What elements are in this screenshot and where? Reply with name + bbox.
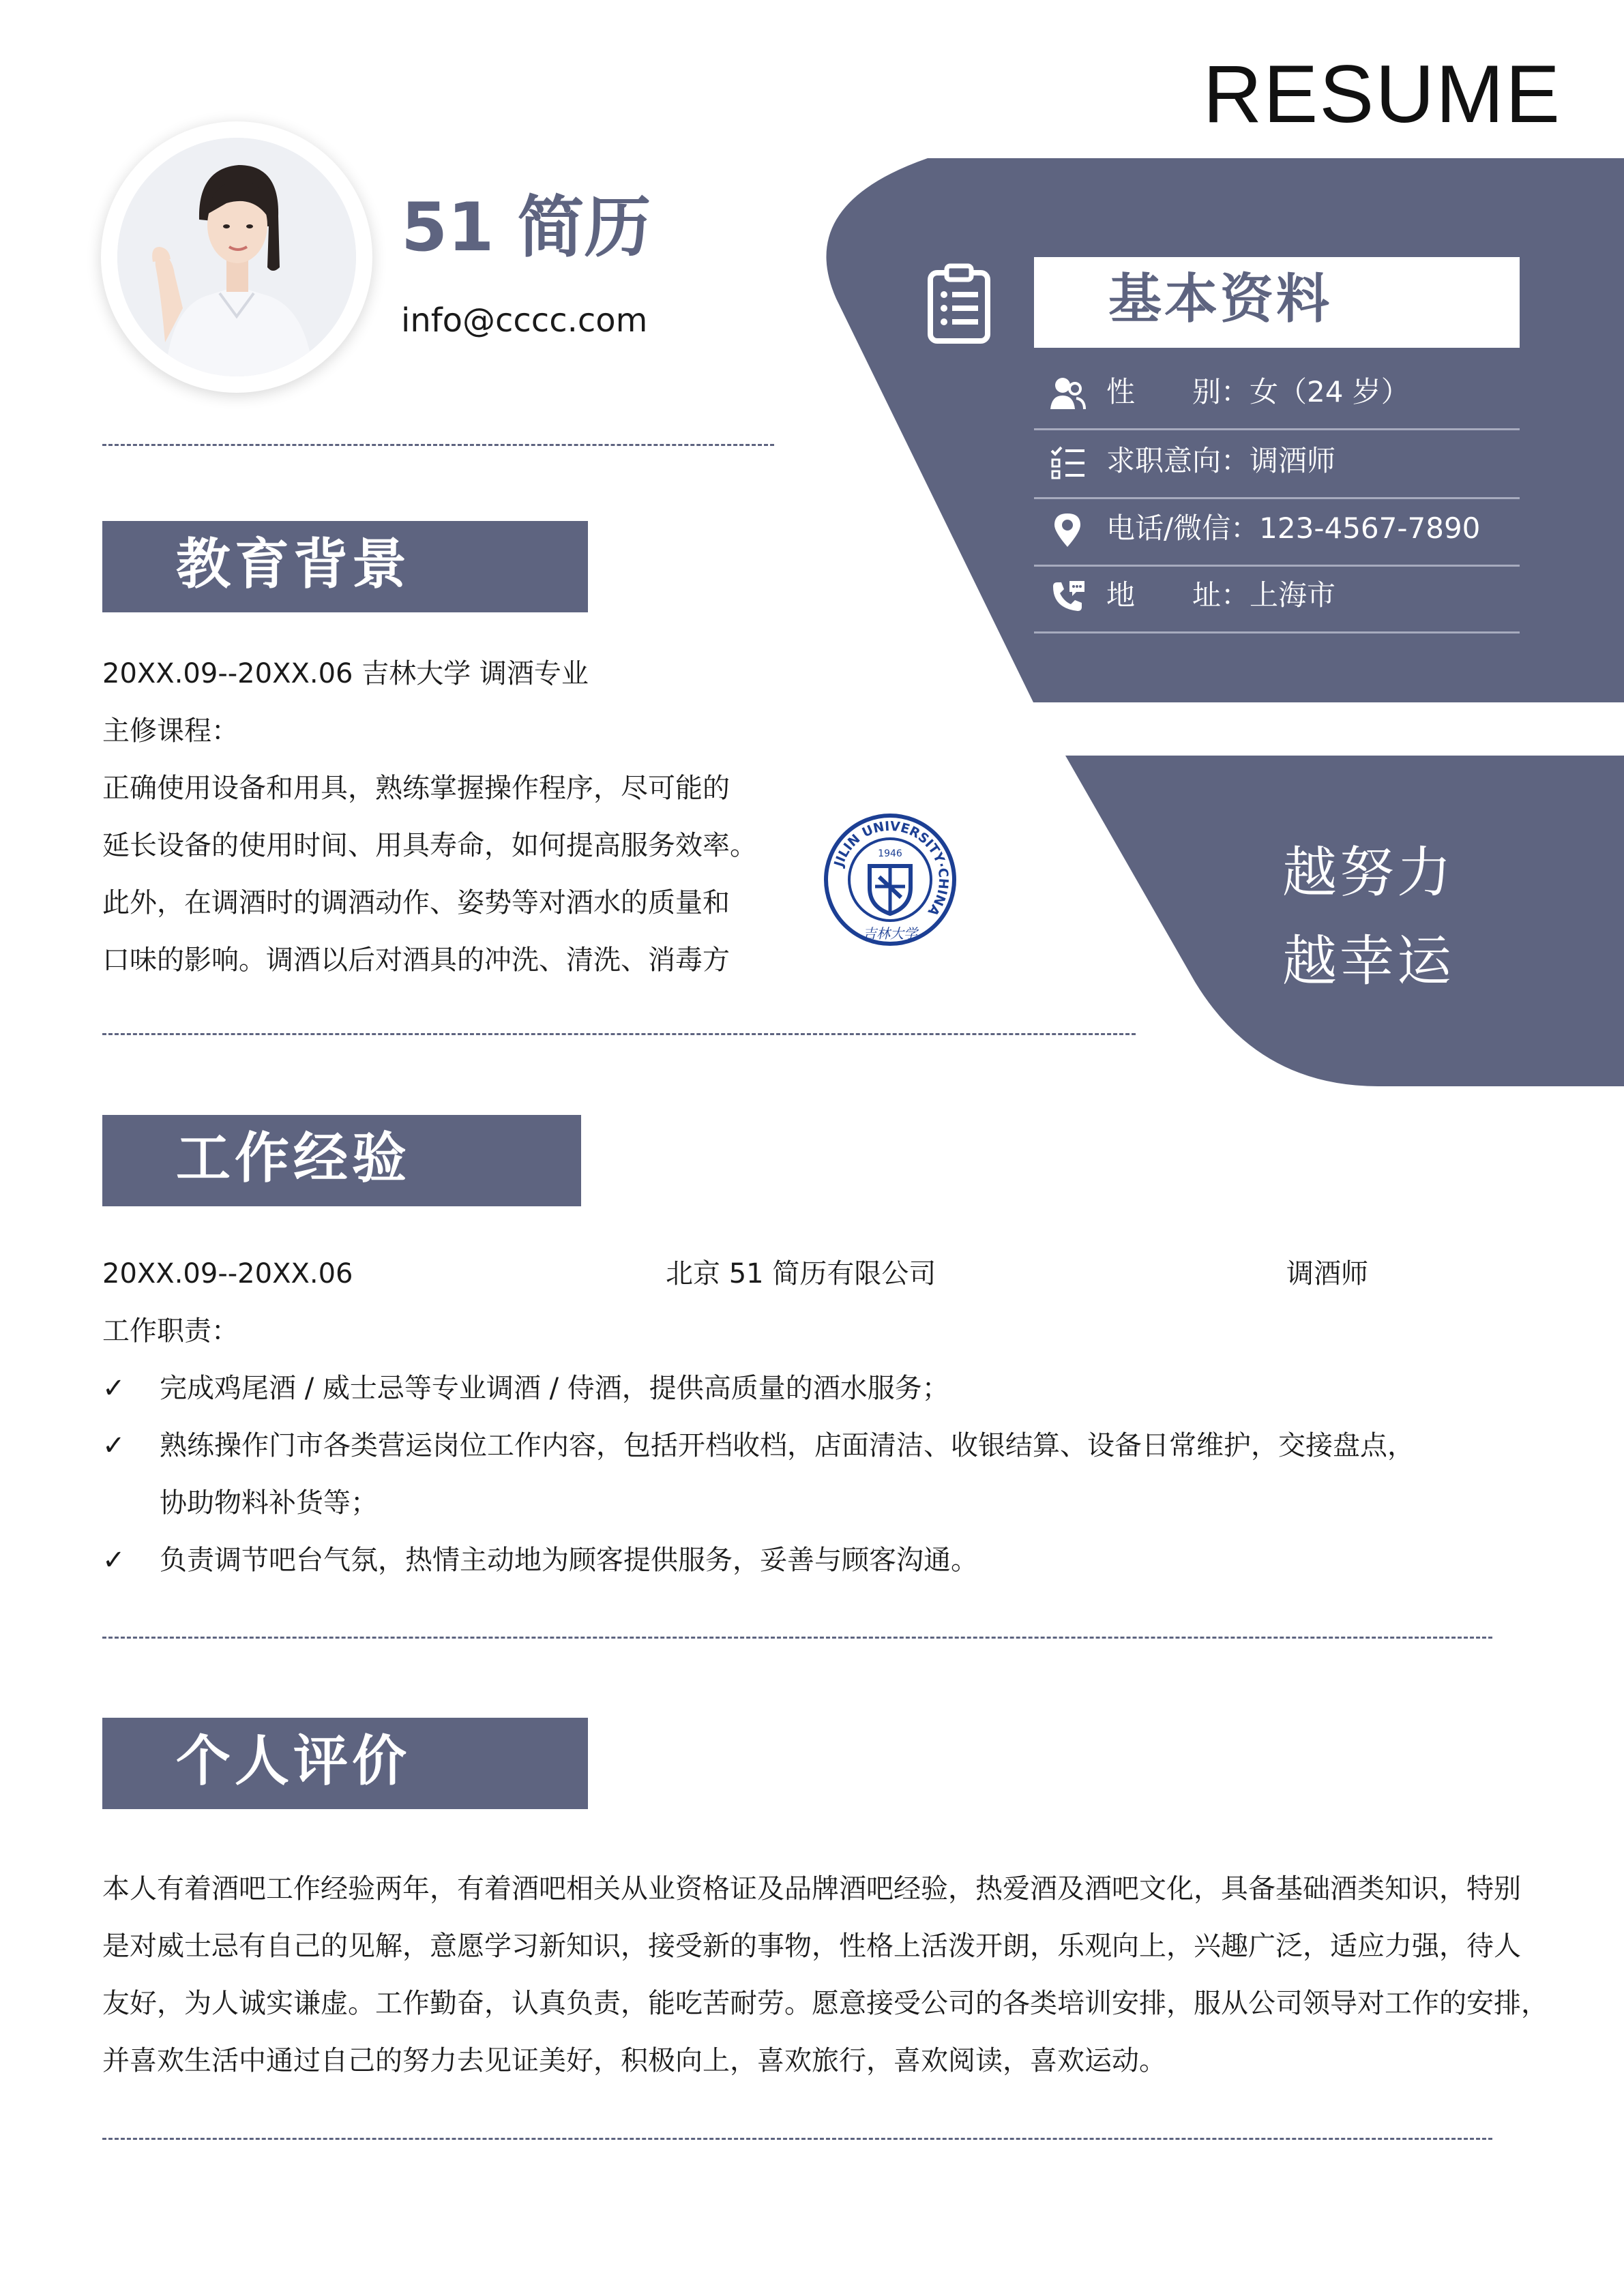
info-gender-label: 性 别：女（24 岁） — [1106, 375, 1410, 408]
education-course-line-3: 此外，在调酒时的调酒动作、姿势等对酒水的质量和 — [102, 887, 730, 919]
education-title: 教育背景 — [176, 533, 411, 596]
check-icon: ✓ — [102, 1545, 126, 1576]
university-logo — [822, 811, 958, 948]
info-row-address — [1034, 565, 1520, 633]
logo-script: 吉林大学 — [863, 925, 917, 942]
phone-chat-icon — [1049, 578, 1086, 615]
resume-heading: RESUME — [1202, 48, 1561, 140]
work-period: 20XX.09--20XX.06 — [102, 1258, 353, 1289]
work-header — [102, 1115, 581, 1206]
self-eval-line-1: 本人有着酒吧工作经验两年，有着酒吧相关从业资格证及品牌酒吧经验，热爱酒及酒吧文化，具备基础酒类知识，特别 — [102, 1873, 1521, 1905]
email-address[interactable]: info@cccc.com — [401, 301, 648, 340]
education-courses-label: 主修课程： — [102, 715, 239, 747]
self-eval-line-4: 并喜欢生活中通过自己的努力去见证美好，积极向上，喜欢旅行，喜欢阅读，喜欢运动。 — [102, 2045, 1166, 2076]
person-icon — [1049, 375, 1086, 412]
self-eval-line-3: 友好，为人诚实谦虚。工作勤奋，认真负责，能吃苦耐劳。愿意接受公司的各类培训安排，服从公司领导对工作的安排， — [102, 1988, 1548, 2019]
divider-work — [102, 1637, 1492, 1639]
education-course-line-2: 延长设备的使用时间、用具寿命，如何提高服务效率。 — [102, 830, 757, 861]
work-duty-2: 熟练操作门市各类营运岗位工作内容，包括开档收档，店面清洁、收银结算、设备日常维护，交接盘点， — [160, 1430, 1415, 1461]
work-position: 调酒师 — [1286, 1258, 1368, 1289]
education-course-line-4: 口味的影响。调酒以后对酒具的冲洗、清洗、消毒方 — [102, 944, 730, 976]
info-address-label: 地 址：上海市 — [1106, 578, 1336, 612]
education-summary: 20XX.09--20XX.06 吉林大学 调酒专业 — [102, 658, 589, 689]
check-icon: ✓ — [102, 1430, 126, 1461]
info-row-intent — [1034, 430, 1520, 499]
motto-line-1: 越努力 — [1282, 841, 1454, 904]
clipboard-icon — [925, 263, 993, 344]
basic-info-title: 基本资料 — [1108, 269, 1333, 330]
self-eval-title: 个人评价 — [176, 1729, 411, 1793]
divider-education — [102, 1033, 1136, 1035]
divider-footer — [102, 2138, 1492, 2140]
info-intent-label: 求职意向：调酒师 — [1106, 444, 1336, 477]
candidate-name: 51 简历 — [401, 189, 651, 267]
info-row-phone — [1034, 498, 1520, 567]
work-duty-2-cont: 协助物料补货等； — [160, 1487, 378, 1519]
location-pin-icon — [1049, 511, 1086, 548]
work-duty-3: 负责调节吧台气氛，热情主动地为顾客提供服务，妥善与顾客沟通。 — [160, 1545, 978, 1576]
self-eval-header — [102, 1718, 588, 1809]
divider-header — [102, 444, 774, 446]
logo-year: 1946 — [878, 848, 902, 859]
work-company: 北京 51 简历有限公司 — [666, 1258, 936, 1289]
work-duties-label: 工作职责： — [102, 1315, 239, 1347]
info-phone-label: 电话/微信：123-4567-7890 — [1106, 511, 1481, 545]
check-icon: ✓ — [102, 1373, 126, 1404]
motto-line-2: 越幸运 — [1282, 929, 1454, 993]
avatar — [117, 138, 356, 376]
education-header — [102, 521, 588, 612]
work-duty-1: 完成鸡尾酒 / 威士忌等专业调酒 / 侍酒，提供高质量的酒水服务； — [160, 1373, 949, 1404]
self-eval-line-2: 是对威士忌有自己的见解，意愿学习新知识，接受新的事物，性格上活泼开朗，乐观向上，兴趣广泛，适应力强，待人 — [102, 1930, 1521, 1962]
info-row-gender — [1034, 361, 1520, 430]
work-title: 工作经验 — [176, 1127, 411, 1190]
education-course-line-1: 正确使用设备和用具，熟练掌握操作程序，尽可能的 — [102, 773, 730, 804]
checklist-icon — [1049, 444, 1086, 481]
logo-ring-text: JILIN UNIVERSITY·CHINA — [831, 818, 951, 919]
